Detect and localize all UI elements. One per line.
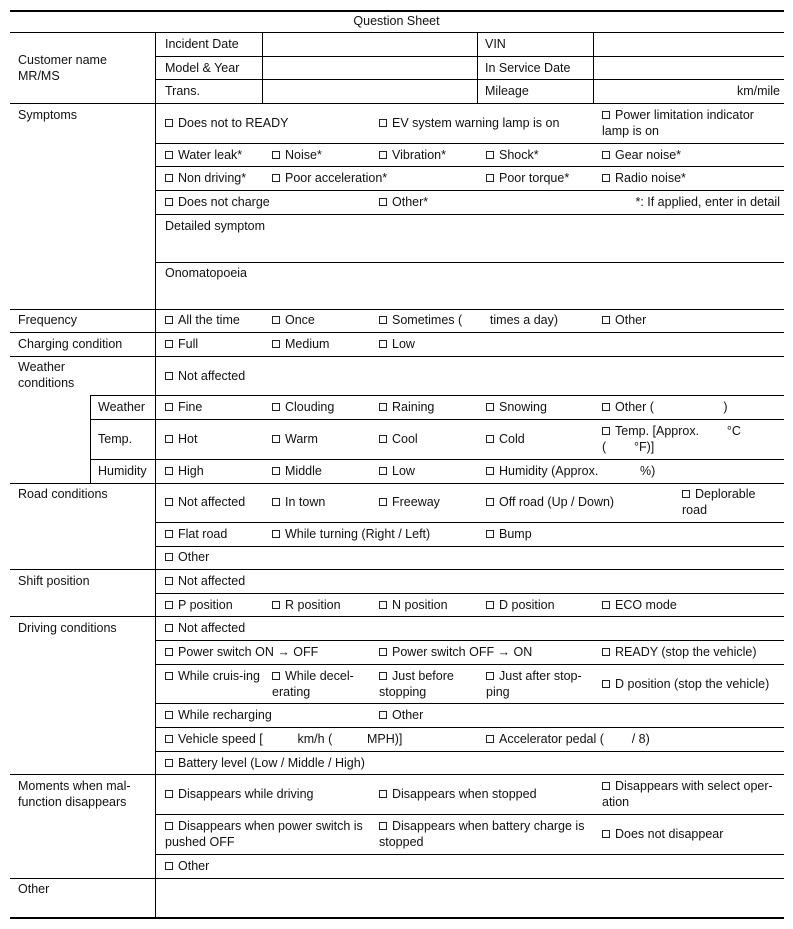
checkbox-icon[interactable] (379, 198, 387, 206)
option-d-position[interactable]: D position (486, 597, 555, 613)
checkbox-icon[interactable] (379, 435, 387, 443)
vin-label: VIN (485, 37, 506, 51)
checkbox-icon[interactable] (165, 822, 173, 830)
checkbox-icon[interactable] (165, 790, 173, 798)
bottom-border (10, 917, 784, 919)
checkbox-icon[interactable] (379, 711, 387, 719)
checkbox-icon[interactable] (486, 467, 494, 475)
option-gear-noise[interactable]: Gear noise* (602, 147, 681, 163)
checkbox-icon[interactable] (165, 577, 173, 585)
driving-conditions-label: Driving conditions (18, 621, 117, 635)
checkbox-icon[interactable] (272, 530, 280, 538)
option-disappears-power-off[interactable]: Disappears when power switch is pushed OFF (165, 819, 363, 849)
option-snowing[interactable]: Snowing (486, 399, 547, 415)
option-power-on-off[interactable]: Power switch ON → OFF (165, 644, 318, 660)
checkbox-icon[interactable] (379, 790, 387, 798)
row-line (155, 814, 784, 815)
checkbox-icon[interactable] (602, 316, 610, 324)
option-noise[interactable]: Noise* (272, 147, 322, 163)
row-line (155, 143, 784, 144)
row-line (155, 56, 784, 57)
humidity-label: Humidity (98, 464, 147, 478)
option-bump[interactable]: Bump (486, 526, 532, 542)
option-symptom-other[interactable]: Other* (379, 194, 428, 210)
option-fine[interactable]: Fine (165, 399, 202, 415)
section-line (10, 332, 784, 333)
checkbox-icon[interactable] (379, 340, 387, 348)
checkbox-icon[interactable] (486, 601, 494, 609)
checkbox-icon[interactable] (379, 601, 387, 609)
checkbox-icon[interactable] (165, 862, 173, 870)
option-humidity-approx[interactable]: Humidity (Approx. %) (486, 463, 655, 479)
checkbox-icon[interactable] (272, 340, 280, 348)
option-power-off-on[interactable]: Power switch OFF → ON (379, 644, 532, 660)
row-line (155, 640, 784, 641)
option-moments-other[interactable]: Other (165, 858, 209, 874)
charging-condition-label: Charging condition (18, 337, 123, 351)
row-line (155, 546, 784, 547)
weather-conditions-label: Weather conditions (18, 360, 75, 390)
checkbox-icon[interactable] (379, 316, 387, 324)
option-disappears-battery[interactable]: Disappears when battery charge is stopped (379, 819, 585, 849)
mileage-unit: km/mile (736, 84, 780, 98)
checkbox-icon[interactable] (486, 530, 494, 538)
checkbox-icon[interactable] (682, 490, 690, 498)
applied-note: *: If applied, enter in detail (635, 195, 780, 209)
checkbox-icon[interactable] (165, 648, 173, 656)
checkbox-icon[interactable] (486, 672, 494, 680)
checkbox-icon[interactable] (165, 672, 173, 680)
option-deplorable-road[interactable]: Deplorable road (682, 487, 756, 517)
title-divider (10, 32, 784, 33)
option-disappears-select[interactable]: Disappears with select oper-ation (602, 779, 773, 809)
row-line (155, 262, 784, 263)
option-just-before-stopping[interactable]: Just before stopping (379, 669, 454, 699)
checkbox-icon[interactable] (486, 435, 494, 443)
option-driving-other[interactable]: Other (379, 707, 423, 723)
option-r-position[interactable]: R position (272, 597, 341, 613)
row-line (90, 459, 784, 460)
col-line (593, 32, 594, 103)
checkbox-icon[interactable] (602, 680, 610, 688)
row-line (155, 727, 784, 728)
checkbox-icon[interactable] (272, 467, 280, 475)
option-driving-not-affected[interactable]: Not affected (165, 620, 245, 636)
option-road-other[interactable]: Other (165, 549, 209, 565)
option-n-position[interactable]: N position (379, 597, 448, 613)
section-line (10, 878, 784, 879)
checkbox-icon[interactable] (379, 467, 387, 475)
option-all-the-time[interactable]: All the time (165, 312, 240, 328)
section-line (10, 774, 784, 775)
incident-date-label: Incident Date (165, 37, 239, 51)
checkbox-icon[interactable] (165, 735, 173, 743)
option-freeway[interactable]: Freeway (379, 494, 440, 510)
row-line (155, 79, 784, 80)
option-in-town[interactable]: In town (272, 494, 325, 510)
option-disappears-driving[interactable]: Disappears while driving (165, 786, 313, 802)
row-line (155, 664, 784, 665)
option-once[interactable]: Once (272, 312, 315, 328)
checkbox-icon[interactable] (165, 711, 173, 719)
onomatopoeia-label: Onomatopoeia (165, 266, 248, 280)
option-shock[interactable]: Shock* (486, 147, 539, 163)
col-line (90, 395, 91, 483)
checkbox-icon[interactable] (272, 498, 280, 506)
detailed-symptom-label: Detailed symptom (165, 219, 266, 233)
option-while-decelerating[interactable]: While decel-erating (272, 669, 354, 699)
checkbox-icon[interactable] (165, 759, 173, 767)
option-p-position[interactable]: P position (165, 597, 233, 613)
option-charge-full[interactable]: Full (165, 336, 198, 352)
checkbox-icon[interactable] (486, 151, 494, 159)
option-temp-approx[interactable]: Temp. [Approx. °C (602, 423, 741, 439)
row-line (155, 593, 784, 594)
option-battery-level[interactable]: Battery level (Low / Middle / High) (165, 755, 365, 771)
checkbox-icon[interactable] (272, 672, 280, 680)
checkbox-icon[interactable] (165, 151, 173, 159)
checkbox-icon[interactable] (379, 151, 387, 159)
checkbox-icon[interactable] (165, 553, 173, 561)
checkbox-icon[interactable] (379, 119, 387, 127)
option-cold[interactable]: Cold (486, 431, 525, 447)
option-sometimes[interactable]: Sometimes ( times a day) (379, 312, 558, 328)
checkbox-icon[interactable] (165, 624, 173, 632)
checkbox-icon[interactable] (165, 403, 173, 411)
shift-position-label: Shift position (18, 574, 90, 588)
checkbox-icon[interactable] (165, 316, 173, 324)
checkbox-icon[interactable] (379, 498, 387, 506)
checkbox-icon[interactable] (602, 427, 610, 435)
model-year-label: Model & Year (165, 61, 240, 75)
option-eco-mode[interactable]: ECO mode (602, 597, 677, 613)
label-column-divider (155, 32, 156, 918)
row-line (155, 854, 784, 855)
checkbox-icon[interactable] (602, 601, 610, 609)
checkbox-icon[interactable] (486, 174, 494, 182)
option-water-leak[interactable]: Water leak* (165, 147, 242, 163)
checkbox-icon[interactable] (272, 174, 280, 182)
option-just-after-stopping[interactable]: Just after stop-ping (486, 669, 582, 699)
option-accelerator-pedal[interactable]: Accelerator pedal ( / 8) (486, 731, 650, 747)
option-while-cruising[interactable]: While cruis-ing (165, 668, 263, 684)
checkbox-icon[interactable] (165, 372, 173, 380)
checkbox-icon[interactable] (165, 198, 173, 206)
option-does-not-disappear[interactable]: Does not disappear (602, 826, 723, 842)
section-line (10, 103, 784, 104)
checkbox-icon[interactable] (165, 530, 173, 538)
symptoms-label: Symptoms (18, 108, 78, 122)
trans-label: Trans. (165, 84, 200, 98)
top-border (10, 10, 784, 12)
checkbox-icon[interactable] (486, 403, 494, 411)
option-while-turning[interactable]: While turning (Right / Left) (272, 526, 430, 542)
row-line (155, 522, 784, 523)
row-line (155, 703, 784, 704)
section-line (10, 356, 784, 357)
option-humidity-low[interactable]: Low (379, 463, 415, 479)
page-title: Question Sheet (353, 14, 440, 28)
option-poor-torque[interactable]: Poor torque* (486, 170, 569, 186)
option-raining[interactable]: Raining (379, 399, 434, 415)
option-weather-other[interactable]: Other ( ) (602, 399, 728, 415)
option-weather-not-affected[interactable]: Not affected (165, 368, 245, 384)
option-vehicle-speed[interactable]: Vehicle speed [ km/h ( MPH)] (165, 731, 402, 747)
option-radio-noise[interactable]: Radio noise* (602, 170, 686, 186)
option-disappears-stopped[interactable]: Disappears when stopped (379, 786, 537, 802)
checkbox-icon[interactable] (602, 403, 610, 411)
row-line (155, 166, 784, 167)
row-line (155, 751, 784, 752)
option-ev-lamp[interactable]: EV system warning lamp is on (379, 115, 559, 131)
checkbox-icon[interactable] (486, 498, 494, 506)
option-ready-stop[interactable]: READY (stop the vehicle) (602, 644, 757, 660)
section-line (10, 569, 784, 570)
checkbox-icon[interactable] (165, 601, 173, 609)
checkbox-icon[interactable] (379, 672, 387, 680)
temp-fahrenheit: ( °F)] (602, 440, 655, 454)
option-poor-acceleration[interactable]: Poor acceleration* (272, 170, 387, 186)
option-frequency-other[interactable]: Other (602, 312, 646, 328)
option-vibration[interactable]: Vibration* (379, 147, 446, 163)
checkbox-icon[interactable] (602, 111, 610, 119)
checkbox-icon[interactable] (379, 822, 387, 830)
mileage-label: Mileage (485, 84, 529, 98)
option-humidity-middle[interactable]: Middle (272, 463, 322, 479)
checkbox-icon[interactable] (165, 340, 173, 348)
checkbox-icon[interactable] (379, 403, 387, 411)
checkbox-icon[interactable] (165, 119, 173, 127)
option-clouding[interactable]: Clouding (272, 399, 334, 415)
frequency-label: Frequency (18, 313, 78, 327)
option-cool[interactable]: Cool (379, 431, 418, 447)
row-line (155, 190, 784, 191)
row-line (155, 214, 784, 215)
temp-label: Temp. (98, 432, 133, 446)
checkbox-icon[interactable] (602, 782, 610, 790)
section-line (10, 616, 784, 617)
option-non-driving[interactable]: Non driving* (165, 170, 246, 186)
option-off-road[interactable]: Off road (Up / Down) (486, 494, 614, 510)
option-d-position-stop[interactable]: D position (stop the vehicle) (602, 676, 769, 692)
customer-name-label: Customer name MR/MS (18, 53, 107, 83)
checkbox-icon[interactable] (165, 174, 173, 182)
checkbox-icon[interactable] (272, 316, 280, 324)
checkbox-icon[interactable] (602, 151, 610, 159)
section-line (10, 483, 784, 484)
col-line (477, 32, 478, 103)
option-road-not-affected[interactable]: Not affected (165, 494, 245, 510)
option-charge-low[interactable]: Low (379, 336, 415, 352)
checkbox-icon[interactable] (486, 735, 494, 743)
checkbox-icon[interactable] (602, 648, 610, 656)
section-line (10, 309, 784, 310)
checkbox-icon[interactable] (272, 151, 280, 159)
col-line (262, 32, 263, 103)
checkbox-icon[interactable] (272, 403, 280, 411)
option-not-ready[interactable]: Does not to READY (165, 115, 288, 131)
option-charge-medium[interactable]: Medium (272, 336, 329, 352)
option-power-limit[interactable]: Power limitation indicator lamp is on (602, 108, 754, 138)
checkbox-icon[interactable] (602, 174, 610, 182)
in-service-date-label: In Service Date (485, 61, 571, 75)
checkbox-icon[interactable] (165, 435, 173, 443)
checkbox-icon[interactable] (165, 498, 173, 506)
other-label: Other (18, 882, 50, 896)
moments-label: Moments when mal-function disappears (18, 779, 131, 809)
option-hot[interactable]: Hot (165, 431, 197, 447)
checkbox-icon[interactable] (272, 435, 280, 443)
checkbox-icon[interactable] (165, 467, 173, 475)
checkbox-icon[interactable] (379, 648, 387, 656)
option-while-recharging[interactable]: While recharging (165, 707, 272, 723)
row-line (90, 395, 784, 396)
checkbox-icon[interactable] (272, 601, 280, 609)
option-flat-road[interactable]: Flat road (165, 526, 227, 542)
option-shift-not-affected[interactable]: Not affected (165, 573, 245, 589)
option-humidity-high[interactable]: High (165, 463, 204, 479)
road-conditions-label: Road conditions (18, 487, 108, 501)
checkbox-icon[interactable] (602, 830, 610, 838)
option-does-not-charge[interactable]: Does not charge (165, 194, 270, 210)
row-line (90, 419, 784, 420)
option-warm[interactable]: Warm (272, 431, 318, 447)
weather-label: Weather (98, 400, 146, 414)
